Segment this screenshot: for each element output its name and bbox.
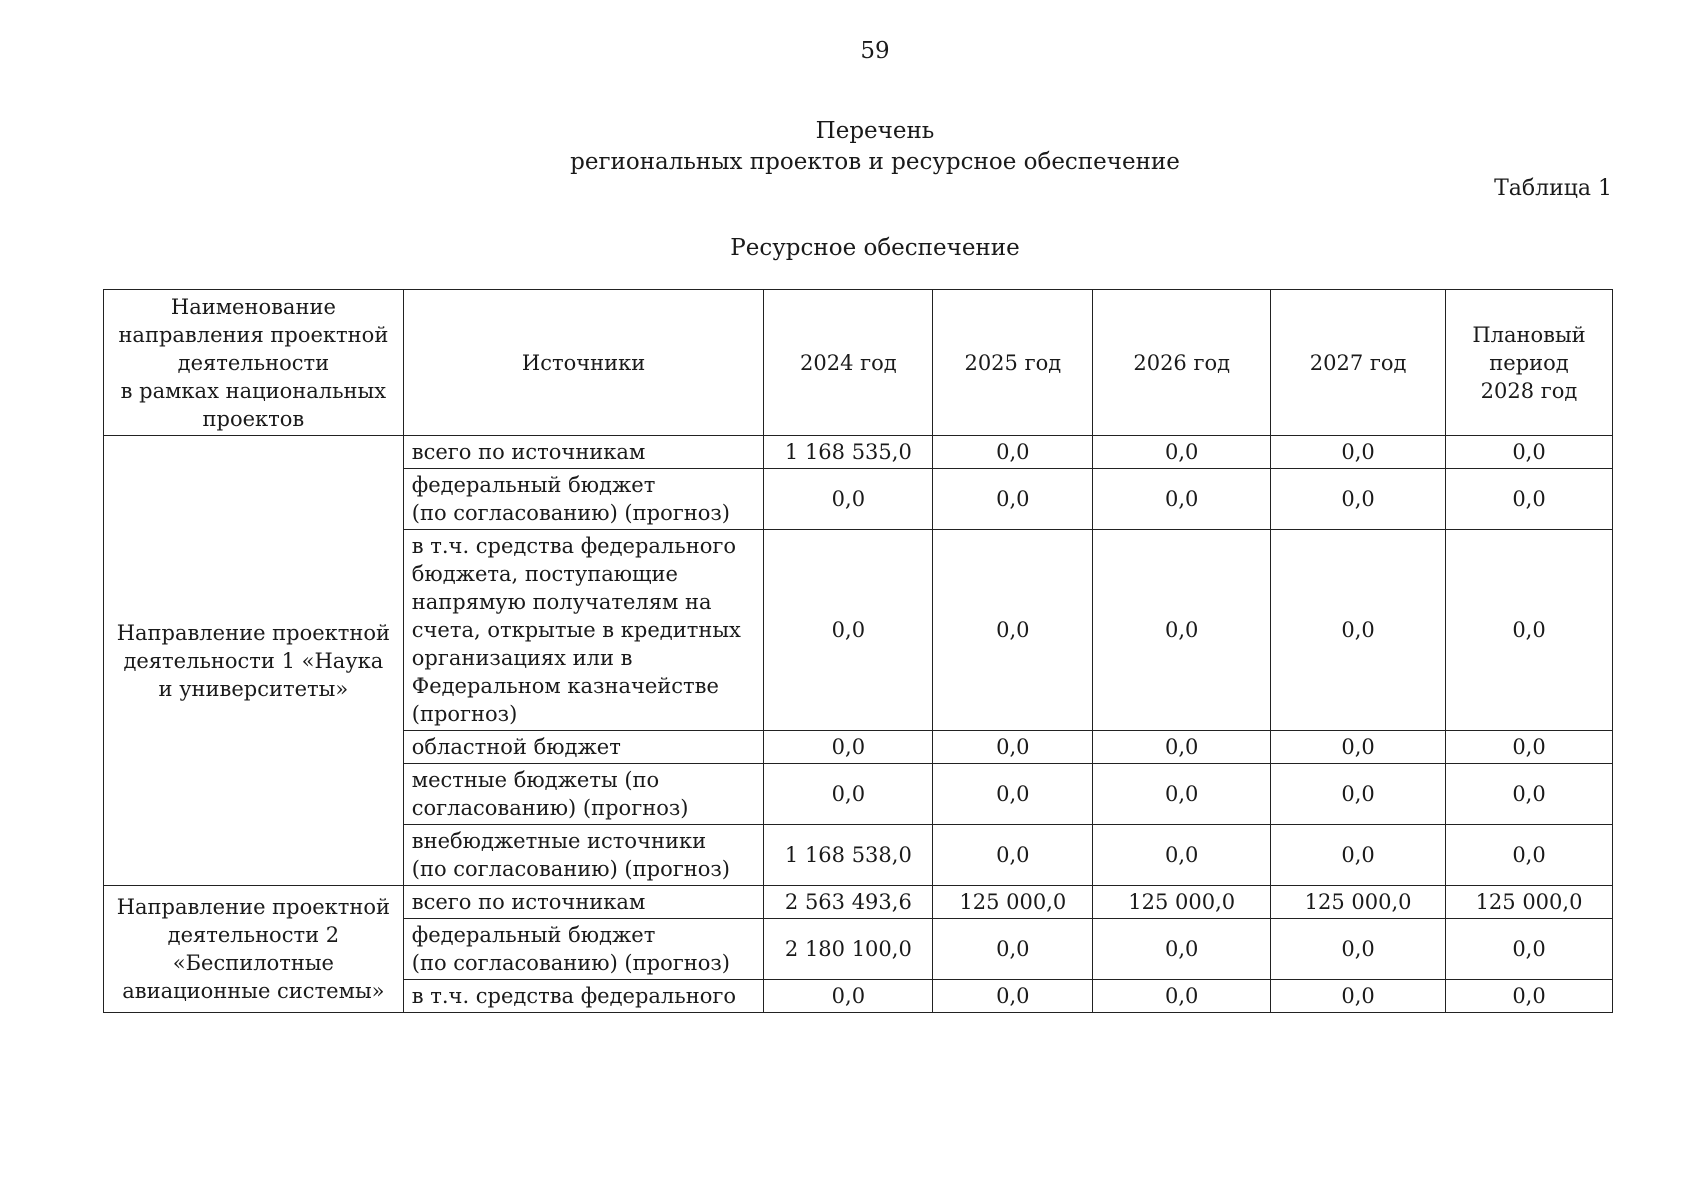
text-line: Направление проектной (116, 895, 391, 919)
funding-source (403, 764, 764, 825)
value-2026: 0,0 (1093, 764, 1271, 825)
text-line: напрямую получателям на (411, 590, 712, 614)
value-2026: 125 000,0 (1093, 886, 1271, 919)
value-2024: 0,0 (764, 731, 933, 764)
table-row (104, 436, 1613, 469)
value-2026: 0,0 (1093, 919, 1271, 980)
value-2025: 0,0 (933, 731, 1093, 764)
value-plan-period: 0,0 (1446, 469, 1613, 530)
value-2027: 0,0 (1271, 469, 1446, 530)
text-line: счета, открытые в кредитных (411, 618, 741, 642)
resource-table (103, 289, 1613, 1013)
text-line: авиационные системы» (122, 979, 385, 1003)
funding-source (403, 469, 764, 530)
text-line: областной бюджет (411, 735, 621, 759)
text-line: Наименование (170, 294, 336, 319)
value-plan-period: 0,0 (1446, 436, 1613, 469)
value-2026: 0,0 (1093, 436, 1271, 469)
value-2025: 0,0 (933, 530, 1093, 731)
page-number: 59 (860, 38, 890, 64)
text-line: 2028 год (1480, 378, 1578, 403)
header-row (104, 290, 1613, 436)
value-plan-period: 0,0 (1446, 980, 1613, 1013)
text-line: согласованию) (прогноз) (411, 796, 689, 820)
value-2025: 125 000,0 (933, 886, 1093, 919)
value-2026: 0,0 (1093, 825, 1271, 886)
header-2027: 2027 год (1271, 290, 1446, 436)
value-2026: 0,0 (1093, 980, 1271, 1013)
funding-source (403, 980, 764, 1013)
text-line: всего по источникам (411, 440, 646, 464)
text-line: «Беспилотные (172, 951, 334, 975)
funding-source (403, 825, 764, 886)
value-2024: 1 168 538,0 (764, 825, 933, 886)
value-2024: 2 180 100,0 (764, 919, 933, 980)
table-label: Таблица 1 (1494, 176, 1612, 201)
text-line: (прогноз) (411, 702, 518, 726)
value-plan-period: 125 000,0 (1446, 886, 1613, 919)
text-line: местные бюджеты (по (411, 768, 660, 792)
value-2026: 0,0 (1093, 731, 1271, 764)
value-2025: 0,0 (933, 436, 1093, 469)
header-2025: 2025 год (933, 290, 1093, 436)
project-direction-name (104, 436, 404, 886)
table-body (104, 436, 1613, 1013)
text-line: в т.ч. средства федерального (411, 984, 736, 1008)
project-direction-name (104, 886, 404, 1013)
text-line: деятельности 1 «Наука (123, 648, 384, 673)
title-line-1: Перечень (815, 118, 935, 144)
value-2024: 0,0 (764, 764, 933, 825)
funding-source (403, 530, 764, 731)
value-plan-period: 0,0 (1446, 764, 1613, 825)
value-2027: 0,0 (1271, 436, 1446, 469)
value-2024: 0,0 (764, 530, 933, 731)
table-caption: Ресурсное обеспечение (730, 235, 1020, 261)
value-2027: 0,0 (1271, 731, 1446, 764)
value-2025: 0,0 (933, 980, 1093, 1013)
funding-source (403, 436, 764, 469)
text-line: направления проектной (118, 322, 389, 347)
text-line: федеральный бюджет (411, 473, 656, 497)
value-2025: 0,0 (933, 919, 1093, 980)
value-2026: 0,0 (1093, 469, 1271, 530)
value-2025: 0,0 (933, 764, 1093, 825)
value-2027: 125 000,0 (1271, 886, 1446, 919)
value-plan-period: 0,0 (1446, 530, 1613, 731)
document-title (0, 116, 1698, 178)
value-2025: 0,0 (933, 469, 1093, 530)
text-line: деятельности 2 (167, 923, 340, 947)
text-line: федеральный бюджет (411, 923, 656, 947)
table-row (104, 886, 1613, 919)
value-2027: 0,0 (1271, 764, 1446, 825)
funding-source (403, 919, 764, 980)
text-line: (по согласованию) (прогноз) (411, 501, 730, 525)
value-2024: 0,0 (764, 469, 933, 530)
value-plan-period: 0,0 (1446, 919, 1613, 980)
value-2026: 0,0 (1093, 530, 1271, 731)
text-line: проектов (202, 406, 305, 431)
header-2024: 2024 год (764, 290, 933, 436)
header-plan-period (1446, 290, 1613, 436)
text-line: Федеральном казначействе (411, 674, 719, 698)
header-name (104, 290, 404, 436)
text-line: всего по источникам (411, 890, 646, 914)
text-line: Плановый (1472, 322, 1586, 347)
text-line: внебюджетные источники (411, 829, 707, 853)
funding-source (403, 886, 764, 919)
header-2026: 2026 год (1093, 290, 1271, 436)
text-line: в рамках национальных (120, 378, 387, 403)
value-2027: 0,0 (1271, 980, 1446, 1013)
value-2027: 0,0 (1271, 825, 1446, 886)
value-2024: 0,0 (764, 980, 933, 1013)
value-2024: 2 563 493,6 (764, 886, 933, 919)
title-line-2: региональных проектов и ресурсное обеспечение (570, 149, 1180, 175)
text-line: в т.ч. средства федерального (411, 534, 736, 558)
value-2027: 0,0 (1271, 919, 1446, 980)
header-sources: Источники (403, 290, 764, 436)
value-plan-period: 0,0 (1446, 825, 1613, 886)
text-line: период (1489, 350, 1569, 375)
value-2025: 0,0 (933, 825, 1093, 886)
text-line: и университеты» (158, 676, 349, 701)
value-plan-period: 0,0 (1446, 731, 1613, 764)
text-line: Направление проектной (116, 620, 391, 645)
text-line: (по согласованию) (прогноз) (411, 951, 730, 975)
text-line: (по согласованию) (прогноз) (411, 857, 730, 881)
text-line: деятельности (177, 350, 330, 375)
funding-source (403, 731, 764, 764)
value-2027: 0,0 (1271, 530, 1446, 731)
text-line: бюджета, поступающие (411, 562, 678, 586)
text-line: организациях или в (411, 646, 633, 670)
value-2024: 1 168 535,0 (764, 436, 933, 469)
